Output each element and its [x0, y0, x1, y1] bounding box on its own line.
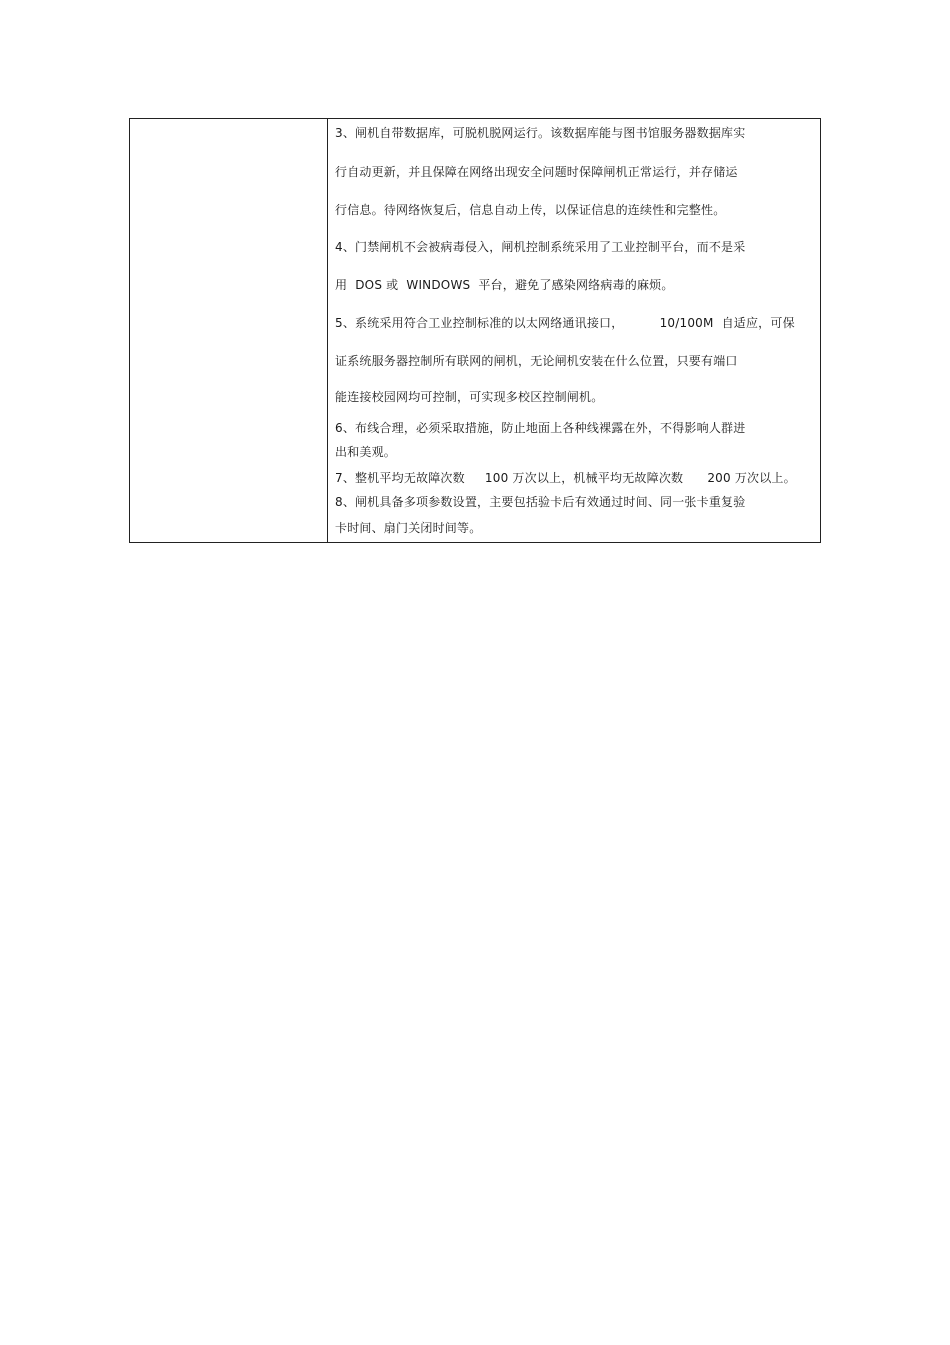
text-line-11: 7、整机平均无故障次数 100 万次以上，机械平均无故障次数 200 万次以上。: [335, 471, 796, 485]
text-line-10: 出和美观。: [335, 445, 397, 459]
text-line-13: 卡时间、扇门关闭时间等。: [335, 521, 482, 535]
table-left-cell: [130, 119, 328, 542]
text-line-5: 用 DOS 或 WINDOWS 平台，避免了感染网络病毒的麻烦。: [335, 278, 674, 292]
text-line-6: 5、系统采用符合工业控制标准的以太网络通讯接口， 10/100M 自适应，可保: [335, 316, 795, 330]
text-line-4: 4、门禁闸机不会被病毒侵入，闸机控制系统采用了工业控制平台，而不是采: [335, 240, 746, 254]
text-line-7: 证系统服务器控制所有联网的闸机，无论闸机安装在什么位置，只要有端口: [335, 354, 738, 368]
spec-table: [129, 118, 821, 543]
text-line-2: 行自动更新，并且保障在网络出现安全问题时保障闸机正常运行，并存储运: [335, 165, 738, 179]
text-line-3: 行信息。待网络恢复后，信息自动上传，以保证信息的连续性和完整性。: [335, 203, 726, 217]
table-right-cell: [328, 119, 820, 542]
text-line-12: 8、闸机具备多项参数设置，主要包括验卡后有效通过时间、同一张卡重复验: [335, 495, 746, 509]
text-line-1: 3、闸机自带数据库，可脱机脱网运行。该数据库能与图书馆服务器数据库实: [335, 126, 746, 140]
text-line-8: 能连接校园网均可控制，可实现多校区控制闸机。: [335, 390, 604, 404]
text-line-9: 6、布线合理，必须采取措施，防止地面上各种线裸露在外，不得影响人群进: [335, 421, 746, 435]
